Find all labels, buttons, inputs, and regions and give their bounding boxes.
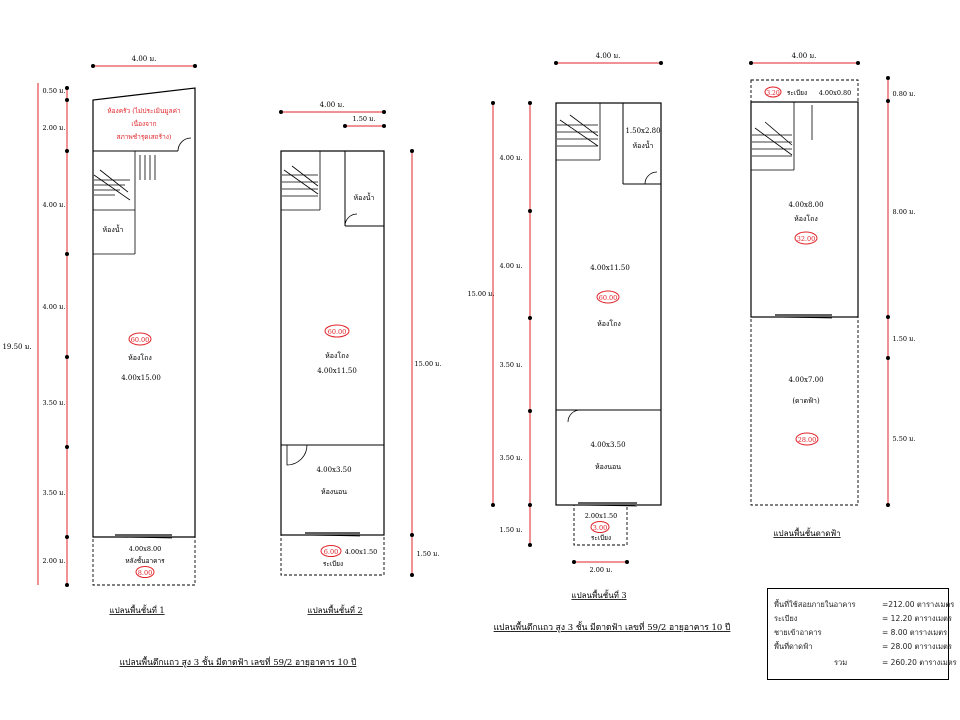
floor3-dim-2: 3.50 ม. [499,361,523,369]
floor3-balcony-label: ระเบียง [590,534,612,542]
roof-deck-area: 28.00 [797,436,817,444]
floor2-right-dim2: 1.50 ม. [416,550,440,558]
floor2-main-size: 4.00x11.50 [317,367,357,375]
floor2-bed-size: 4.00x3.50 [316,466,352,474]
floor1-kitchen-note-3: สภาพชำรุดเสถร้าง) [116,133,172,141]
floor3-width-dim: 4.00 ม. [595,52,621,60]
floor1-front-area: 8.00 [137,569,153,577]
floor1-kitchen-note-1: ห้องครัว (ไม่ประเมินมูลค่า [107,107,181,115]
floor3-dim-1: 4.00 ม. [499,262,523,270]
floor1-width-dim: 4.00 ม. [131,55,157,63]
roof-main-area: 32.00 [796,235,816,243]
summary-value: = 12.20 ตารางเมตร [882,614,952,623]
summary-label: พื้นที่ดาดฟ้า [774,642,813,651]
floor2-width-dim: 4.00 ม. [319,101,345,109]
floor2-bathroom-label: ห้องน้ำ [353,194,375,202]
floor1-plan [2,55,197,615]
floor1-dim-4: 3.50 ม. [42,399,66,407]
summary-row [774,641,952,653]
floor3-dim-0: 4.00 ม. [499,154,523,162]
summary-label: ชายเข้าอาคาร [774,628,822,637]
floor2-balcony-label: ระเบียง [322,560,344,568]
floor3-balcony-area: 3.00 [592,524,608,532]
roof-width-dim: 4.00 ม. [791,52,817,60]
roof-dim-2: 1.50 ม. [892,335,916,343]
floor3-main-room: ห้องโถง [597,320,621,328]
caption-right: แปลนพื้นตึกแถว สูง 3 ชั้น มีดาดฟ้า เลขที่ 59/2 อายุอาคาร 10 ปี [493,623,731,633]
summary-value: = 28.00 ตารางเมตร [882,642,952,651]
floor1-kitchen-note-2: เนื่องจาก [131,120,157,128]
floor1-front-label: หลังชั้นอาคาร [125,557,165,565]
summary-row [774,657,957,669]
roof-title: แปลนพื้นชั้นดาดฟ้า [773,529,841,538]
summary-label: พื้นที่ใช้สอยภายในอาคาร [774,600,856,609]
floor3-total-dim: 15.00 ม. [467,290,495,298]
floor3-bath-size: 1.50x2.80 [625,127,661,135]
floor3-plan [467,52,663,600]
summary-row [774,599,955,611]
floor1-dim-5: 3.50 ม. [42,489,66,497]
floor1-dim-0: 0.50 ม. [42,87,66,95]
floor2-balcony-area: 6.00 [323,548,339,556]
roof-dim-1: 8.00 ม. [892,208,916,216]
roof-deck-label: (ดาดฟ้า) [792,397,820,405]
area-summary-box [767,588,957,680]
floor1-title: แปลนพื้นชั้นที่ 1 [109,606,165,615]
roof-main-size: 4.00x8.00 [788,201,824,209]
summary-value: =212.00 ตารางเมตร [882,600,955,609]
floor2-balcony-size: 4.00x1.50 [344,548,378,556]
summary-row [774,627,948,639]
floor1-dim-6: 2.00 ม. [42,557,66,565]
floor3-dim-4: 1.50 ม. [499,526,523,534]
floor1-main-size: 4.00x15.00 [121,374,161,382]
roof-main-room: ห้องโถง [794,215,818,223]
floor2-right-dim: 15.00 ม. [414,360,442,368]
floor1-total-dim: 19.50 ม. [2,343,32,351]
floor2-main-area: 60.00 [327,328,347,336]
floor1-dim-1: 2.00 ม. [42,124,66,132]
roof-dim-0: 0.80 ม. [892,90,916,98]
floor1-bathroom-label: ห้องน้ำ [102,226,124,234]
floor2-bedroom: ห้องนอน [320,488,348,496]
summary-row [774,613,952,625]
floor2-main-room: ห้องโถง [325,352,349,360]
roof-top-label: ระเบียง [786,89,808,97]
roof-top-size: 4.00x0.80 [818,89,852,97]
summary-value: = 8.00 ตารางเมตร [882,628,948,637]
roof-top-area: 3.20 [766,90,780,97]
floor3-bed-size: 4.00x3.50 [590,441,626,449]
summary-label: ระเบียง [774,614,798,623]
floor1-main-area: 60.00 [130,336,150,344]
floor2-small-dim: 1.50 ม. [352,115,376,123]
roof-dim-3: 5.50 ม. [892,435,916,443]
floor1-dim-2: 4.00 ม. [42,201,66,209]
floor3-main-size: 4.00x11.50 [590,264,630,272]
roof-plan [749,52,915,538]
floor2-plan [279,101,442,615]
summary-label: รวม [834,658,848,667]
roof-deck-size: 4.00x7.00 [788,376,824,384]
floor3-bottom-dim: 2.00 ม. [589,566,613,574]
floor3-bathroom: ห้องน้ำ [632,142,654,150]
caption-left: แปลนพื้นตึกแถว สูง 3 ชั้น มีดาดฟ้า เลขที่ 59/2 อายุอาคาร 10 ปี [119,658,357,668]
floor1-front-size: 4.00x8.00 [128,545,162,553]
floor2-title: แปลนพื้นชั้นที่ 2 [307,606,363,615]
floor3-balcony-size: 2.00x1.50 [584,512,618,520]
floor1-main-room: ห้องโถง [128,354,152,362]
floor3-title: แปลนพื้นชั้นที่ 3 [571,591,627,600]
floor3-bedroom: ห้องนอน [594,463,622,471]
floor3-main-area: 60.00 [598,294,618,302]
summary-value: = 260.20 ตารางเมตร [882,658,957,667]
floor3-dim-3: 3.50 ม. [499,454,523,462]
floor1-dim-3: 4.00 ม. [42,303,66,311]
